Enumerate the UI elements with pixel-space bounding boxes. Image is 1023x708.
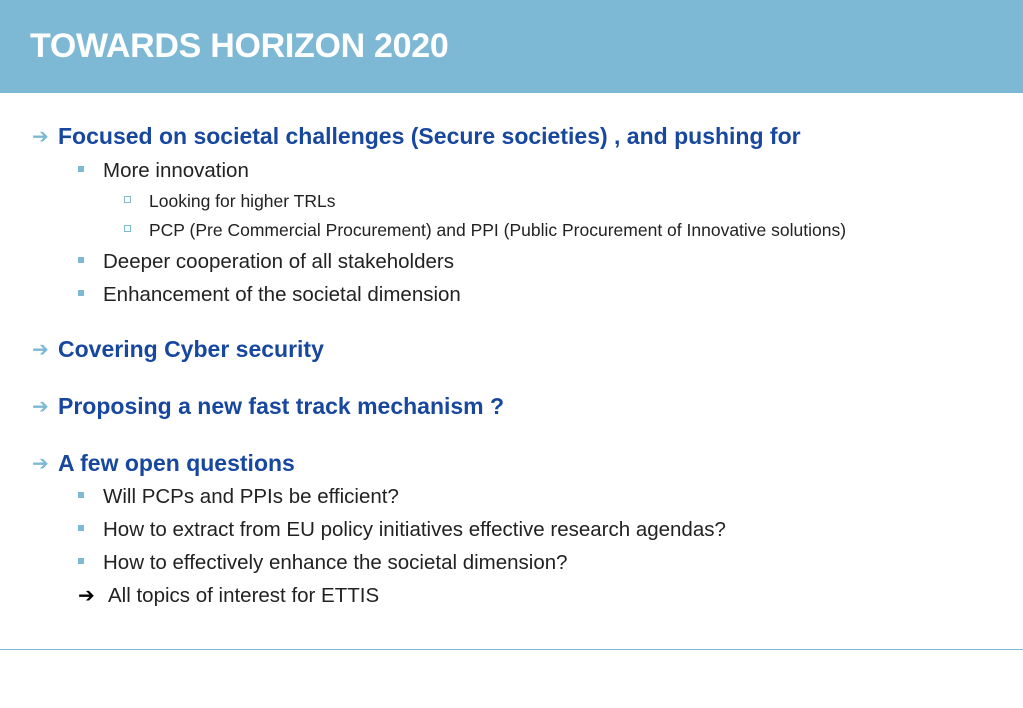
bullet-fast-track [32, 393, 504, 420]
header-bar [0, 0, 1023, 93]
right-arrow-icon: ➔ [32, 339, 49, 361]
bullet-text: Proposing a new fast track mechanism ? [58, 393, 505, 419]
bullet-text: Covering Cyber security [58, 336, 324, 362]
sub-sub-bullet-text: PCP (Pre Commercial Procurement) and PPI (Public Procurement of Innovative solutions) [149, 220, 847, 240]
sub-bullet-deeper-cooperation [78, 250, 454, 274]
filled-square-icon [78, 257, 84, 263]
bullet-open-questions [32, 450, 295, 477]
sub-bullet-pcp-efficient [78, 485, 399, 509]
sub-bullet-societal-dimension [78, 283, 461, 307]
filled-square-icon [78, 166, 84, 172]
bullet-text: A few open questions [58, 450, 295, 476]
sub-bullet-text: How to effectively enhance the societal dimension? [103, 551, 568, 574]
filled-square-icon [78, 558, 84, 564]
filled-square-icon [78, 290, 84, 296]
black-right-arrow-icon: ➔ [78, 585, 95, 607]
sub-bullet-text: How to extract from EU policy initiatives effective research agendas? [103, 518, 726, 541]
sub-sub-bullet-pcp-ppi [124, 220, 846, 241]
sub-sub-bullet-higher-trls [124, 191, 335, 212]
hollow-square-icon [124, 196, 131, 203]
sub-sub-bullet-text: Looking for higher TRLs [149, 191, 336, 211]
bullet-text: Focused on societal challenges (Secure societies) , and pushing for [58, 123, 801, 149]
right-arrow-icon: ➔ [32, 453, 49, 475]
sub-bullet-enhance-dimension [78, 551, 568, 575]
conclusion-ettis [78, 583, 379, 608]
sub-bullet-text: Will PCPs and PPIs be efficient? [103, 485, 399, 508]
sub-bullet-text: Enhancement of the societal dimension [103, 283, 461, 306]
footer-divider [0, 649, 1023, 650]
hollow-square-icon [124, 225, 131, 232]
bullet-societal-challenges [32, 123, 801, 150]
filled-square-icon [78, 525, 84, 531]
sub-bullet-text: Deeper cooperation of all stakeholders [103, 250, 454, 273]
right-arrow-icon: ➔ [32, 396, 49, 418]
conclusion-text: All topics of interest for ETTIS [108, 584, 380, 607]
sub-bullet-more-innovation [78, 159, 249, 183]
right-arrow-icon: ➔ [32, 126, 49, 148]
bullet-cyber-security [32, 336, 324, 363]
sub-bullet-research-agendas [78, 518, 726, 542]
slide-title: TOWARDS HORIZON 2020 [30, 27, 449, 65]
filled-square-icon [78, 492, 84, 498]
sub-bullet-text: More innovation [103, 159, 249, 182]
